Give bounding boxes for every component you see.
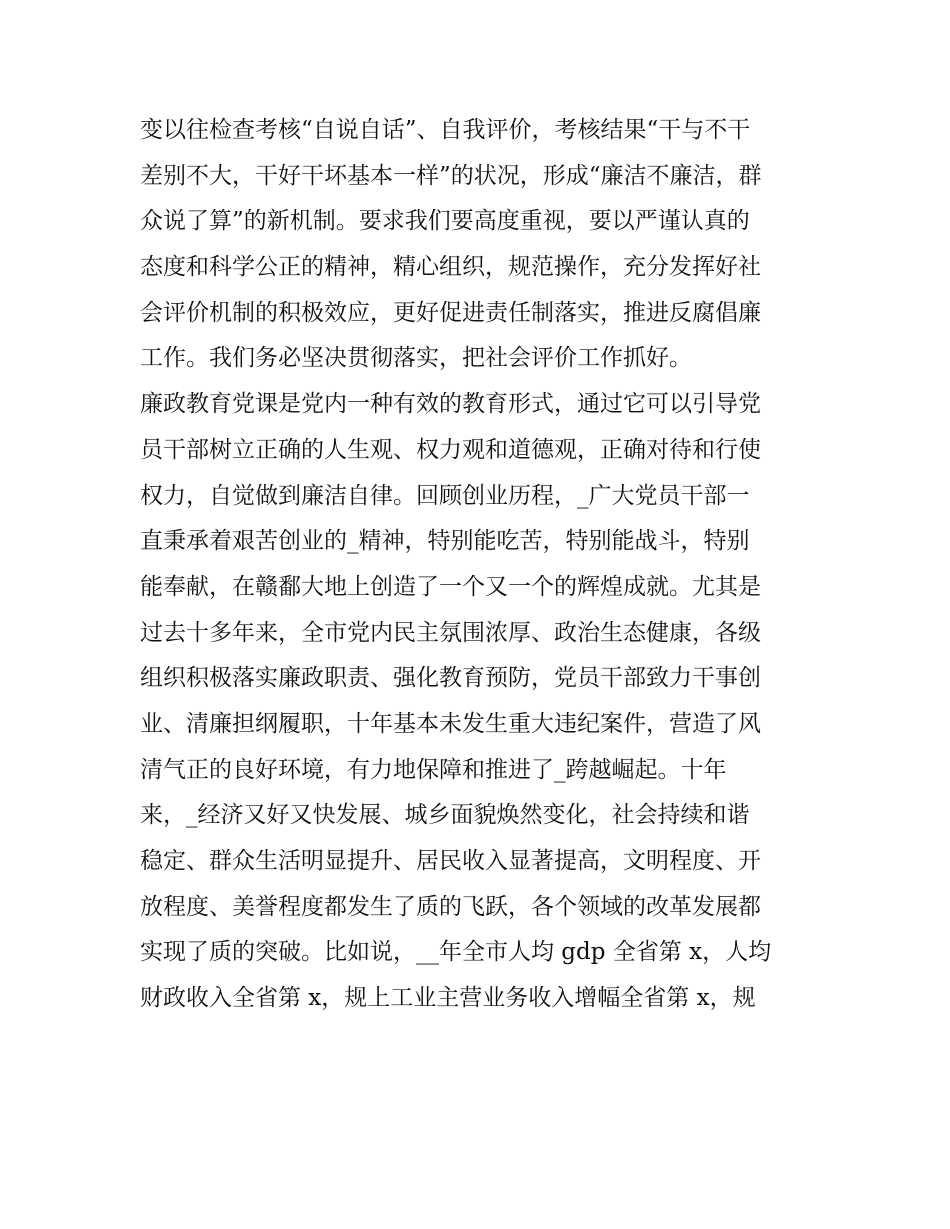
text-line: 放程度、美誉程度都发生了质的飞跃，各个领域的改革发展都 <box>140 893 761 920</box>
text-line: 廉政教育党课是党内一种有效的教育形式，通过它可以引导党 <box>140 391 761 418</box>
text-line: 员干部树立正确的人生观、权力观和道德观，正确对待和行使 <box>140 436 761 463</box>
text-line: 会评价机制的积极效应，更好促进责任制落实，推进反腐倡廉 <box>140 299 761 326</box>
text-line: 差别不大，干好干坏基本一样”的状况，形成“廉洁不廉洁，群 <box>140 162 762 189</box>
text-line: 众说了算”的新机制。要求我们要高度重视，要以严谨认真的 <box>140 208 750 235</box>
text-line: 过去十多年来，全市党内民主氛围浓厚、政治生态健康，各级 <box>140 619 761 646</box>
text-line: 态度和科学公正的精神，精心组织，规范操作，充分发挥好社 <box>140 254 761 281</box>
text-line: 财政收入全省第 x，规上工业主营业务收入增幅全省第 x，规 <box>140 985 756 1012</box>
text-line: 实现了质的突破。比如说，__年全市人均 gdp 全省第 x，人均 <box>140 939 772 966</box>
text-line: 能奉献，在赣鄱大地上创造了一个又一个的辉煌成就。尤其是 <box>140 573 761 600</box>
text-line: 来，_经济又好又快发展、城乡面貌焕然变化，社会持续和谐 <box>140 802 750 829</box>
text-line: 变以往检查考核“自说自话”、自我评价，考核结果“干与不干 <box>140 117 751 143</box>
text-line: 权力，自觉做到廉洁自律。回顾创业历程，_广大党员干部一 <box>140 482 750 509</box>
text-line: 稳定、群众生活明显提升、居民收入显著提高，文明程度、开 <box>140 848 761 874</box>
text-line: 清气正的良好环境，有力地保障和推进了_跨越崛起。十年 <box>140 756 727 783</box>
text-line: 业、清廉担纲履职，十年基本未发生重大违纪案件，营造了风 <box>140 710 761 737</box>
text-line: 工作。我们务必坚决贯彻落实，把社会评价工作抓好。 <box>140 345 692 372</box>
text-line: 直秉承着艰苦创业的_精神，特别能吃苦，特别能战斗，特别 <box>140 528 750 555</box>
body-text <box>140 108 820 1022</box>
text-line: 组织积极落实廉政职责、强化教育预防，党员干部致力干事创 <box>140 665 761 692</box>
